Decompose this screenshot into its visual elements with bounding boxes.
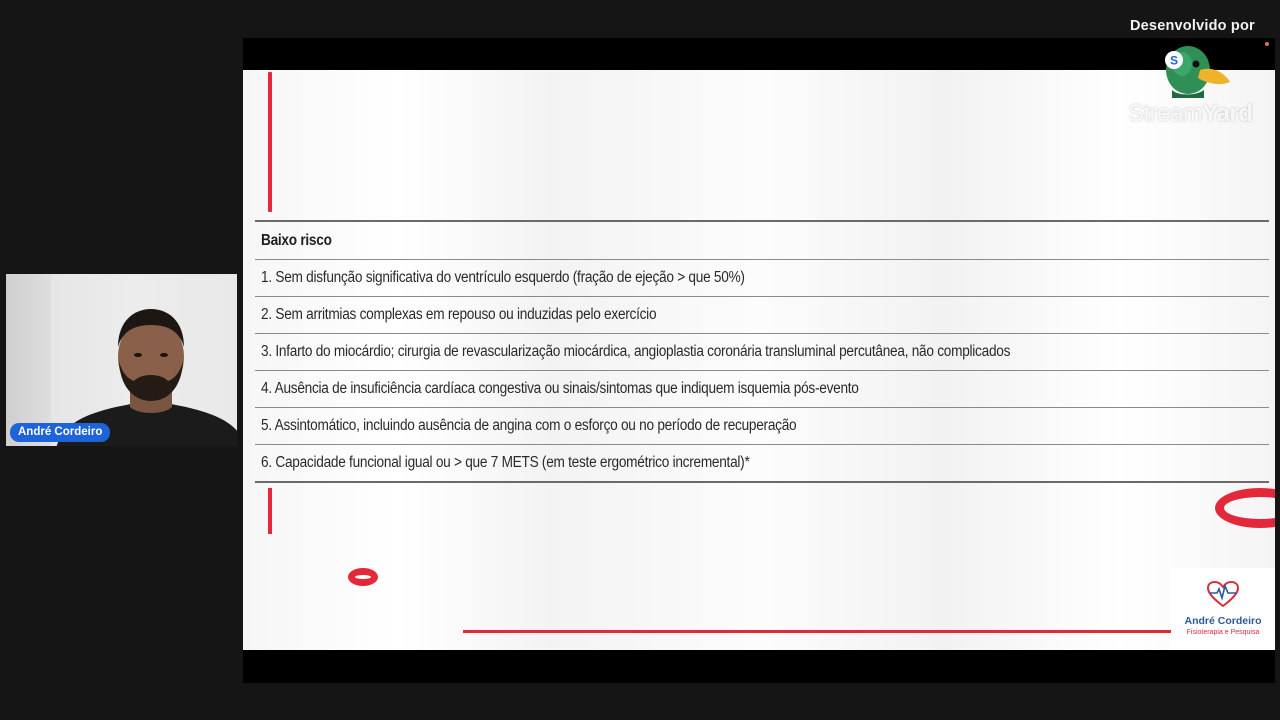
table-row: 5. Assintomático, incluindo ausência de angina com o esforço ou no período de recuperação [255, 407, 1269, 444]
heart-pulse-icon [1206, 580, 1240, 613]
decorative-red-bar-bottom [268, 488, 272, 534]
presenter-name-badge: André Cordeiro [10, 423, 110, 442]
logo-name: André Cordeiro [1184, 615, 1262, 627]
table-row: 4. Ausência de insuficiência cardíaca congestiva ou sinais/sintomas que indiquem isquemia pós-evento [255, 370, 1269, 407]
presentation-slide [243, 70, 1275, 650]
table-header: Baixo risco [261, 231, 332, 249]
logo-subtitle: Fisioterapia e Pesquisa [1186, 629, 1260, 636]
decorative-red-ring [348, 568, 378, 586]
presenter-logo [1171, 568, 1275, 650]
live-indicator-dot [1265, 42, 1269, 46]
webcam-background [6, 274, 51, 446]
watermark-label: Desenvolvido por [1130, 18, 1255, 34]
table-row: 2. Sem arritmias complexas em repouso ou induzidas pelo exercício [255, 296, 1269, 333]
streamyard-mascot-icon [1158, 42, 1234, 100]
decorative-red-ring-large [1215, 488, 1275, 528]
table-row: 3. Infarto do miocárdio; cirurgia de revascularização miocárdica, angioplastia coronária transluminal percutânea, não complicados [255, 333, 1269, 370]
table-row: 6. Capacidade funcional igual ou > que 7 METS (em teste ergométrico incremental)* [255, 444, 1269, 481]
risk-table [255, 220, 1269, 483]
decorative-red-bar-top [268, 72, 272, 212]
screen-share [243, 38, 1275, 683]
decorative-red-line [463, 630, 1175, 633]
svg-text:S: S [1169, 53, 1179, 68]
table-row: 1. Sem disfunção significativa do ventrículo esquerdo (fração de ejeção > que 50%) [255, 259, 1269, 296]
presenter-webcam [6, 274, 237, 446]
streamyard-wordmark: StreamYard [1128, 100, 1253, 127]
